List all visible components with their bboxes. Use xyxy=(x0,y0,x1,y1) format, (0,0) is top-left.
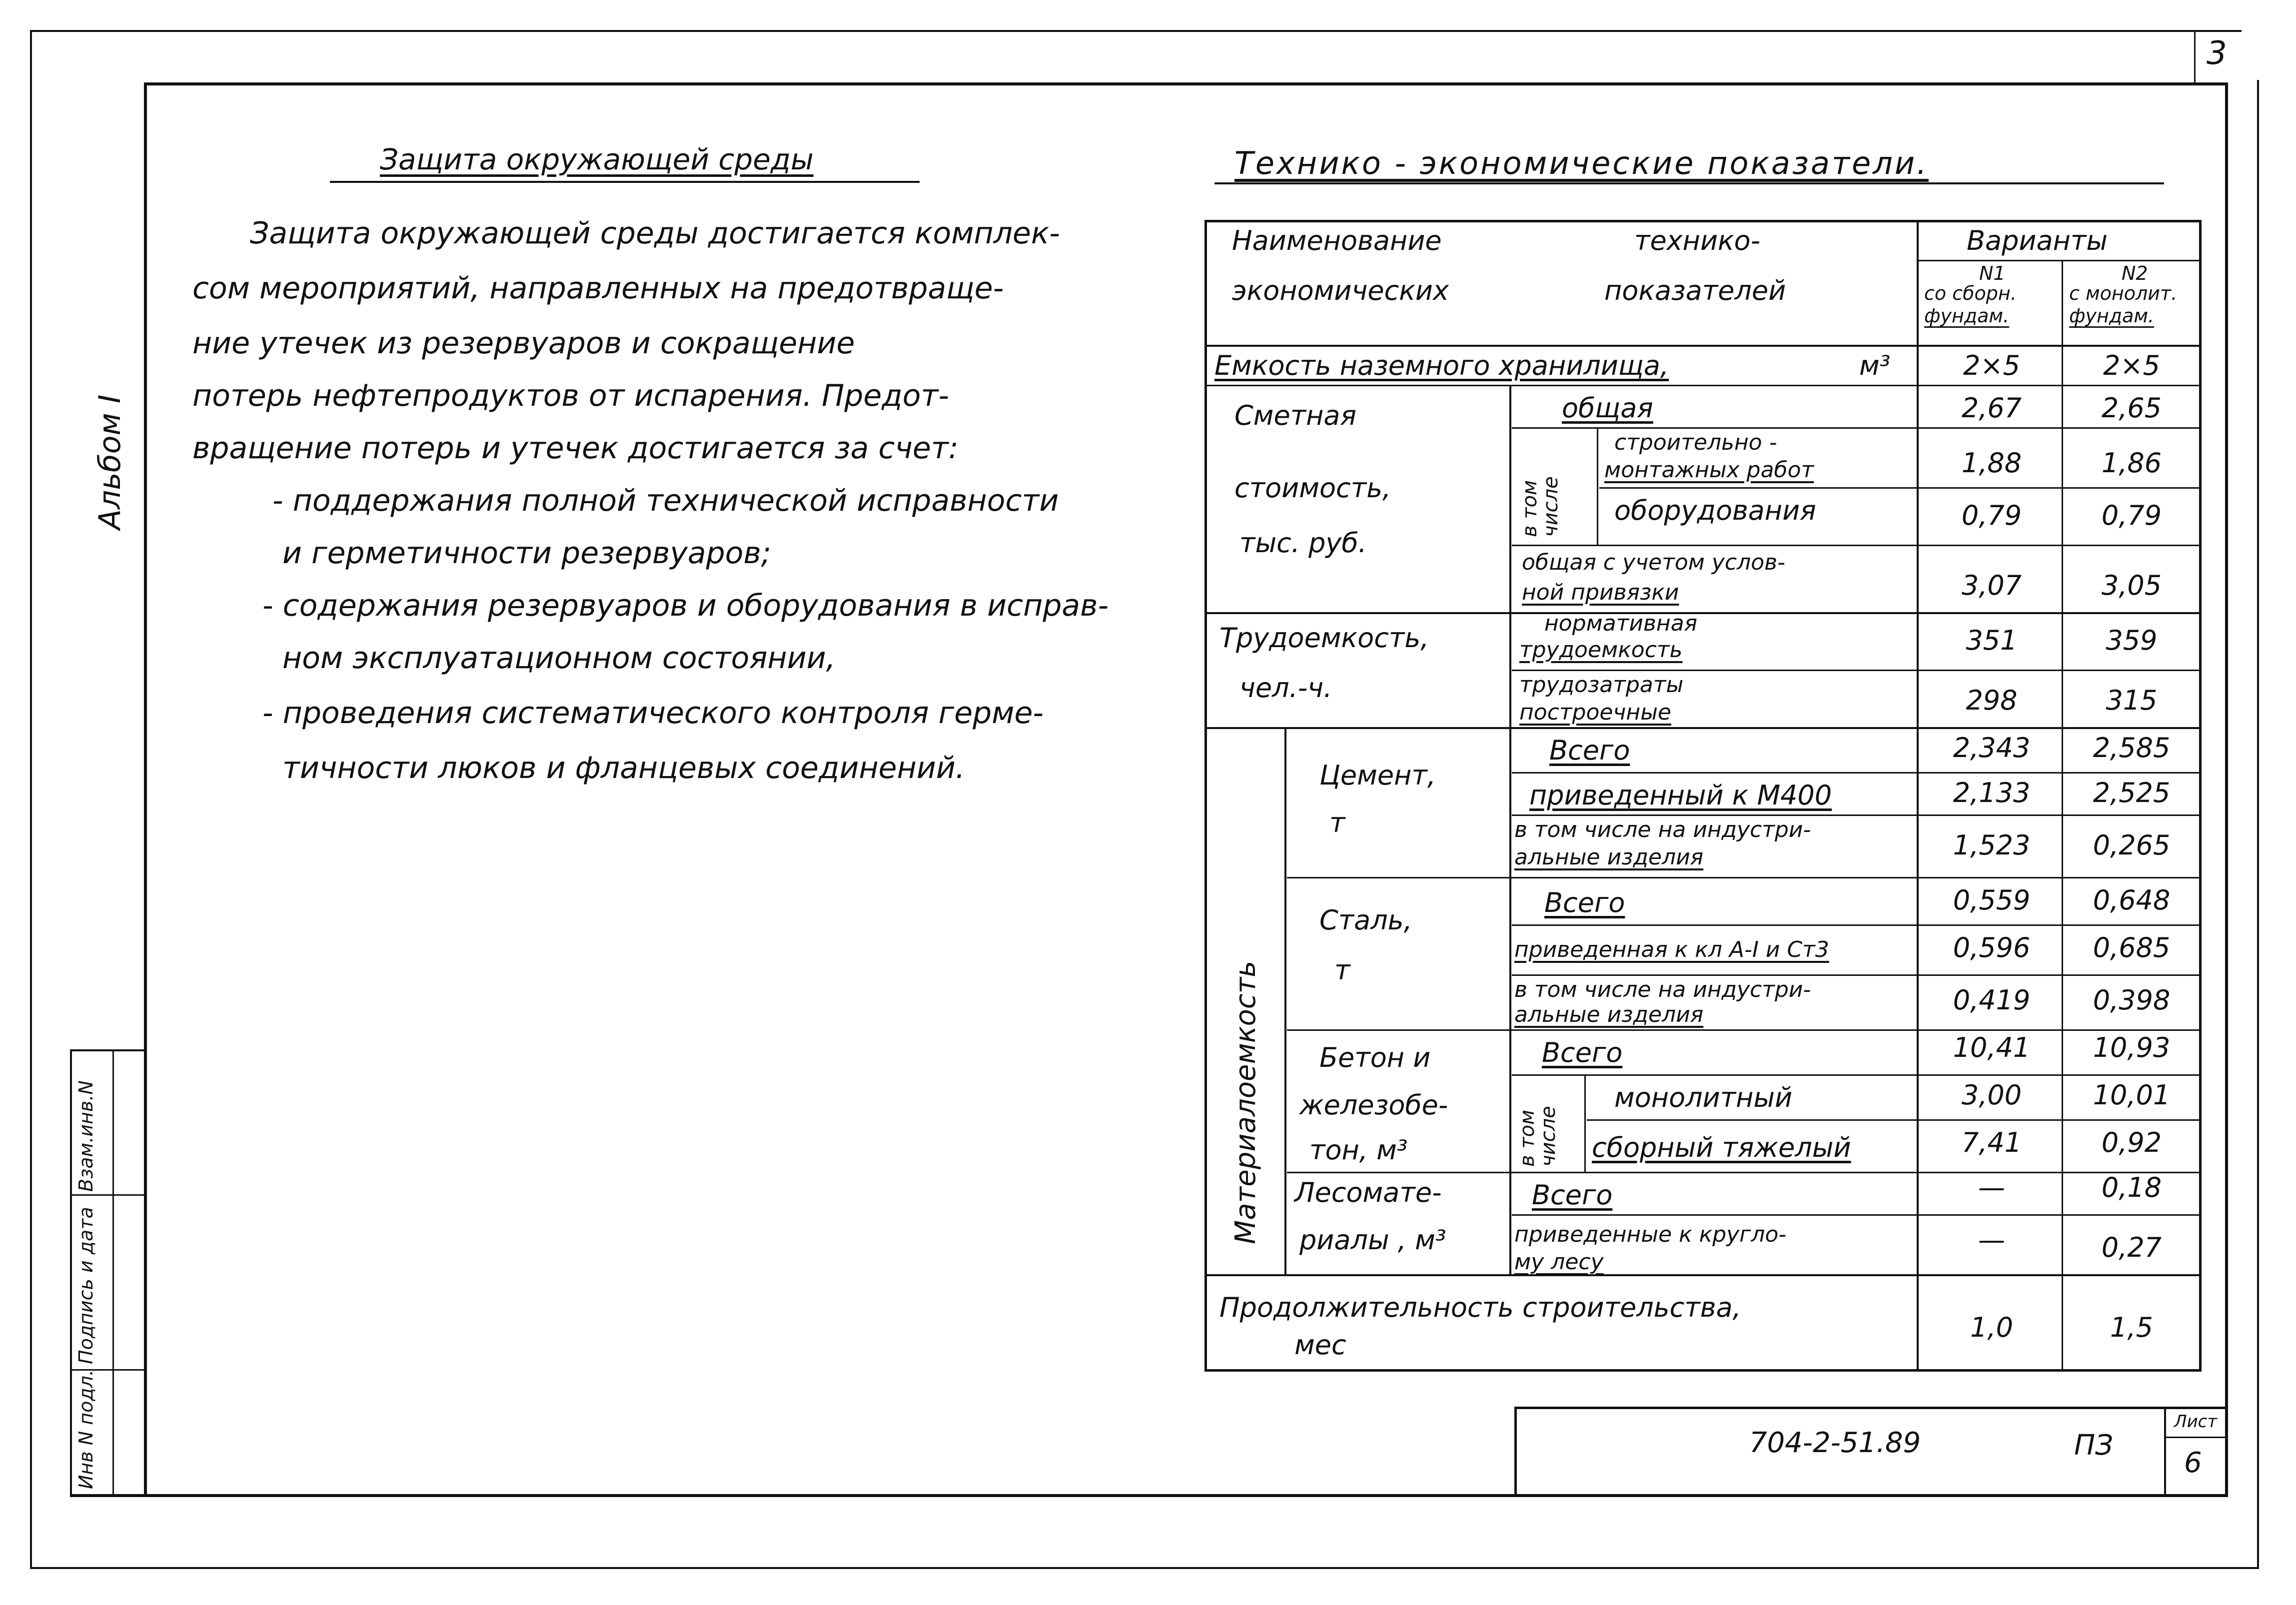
duration-v1: 1,0 xyxy=(1970,1312,2013,1343)
concrete-total-label: Всего xyxy=(1542,1037,1623,1068)
concrete-mono-label: монолитный xyxy=(1614,1082,1793,1113)
timber-round-v1: — xyxy=(1978,1224,2005,1256)
stamp-sign-label: Подпись и дата xyxy=(75,1207,97,1364)
cement-m400-v1: 2,133 xyxy=(1953,777,2031,808)
cost-equip-v1: 0,79 xyxy=(1961,500,2022,531)
header-name-line1b: технико- xyxy=(1634,225,1761,256)
env-paragraph-line: Защита окружающей среды достигается комплек- xyxy=(250,216,1060,251)
duration-v2: 1,5 xyxy=(2110,1312,2153,1343)
env-paragraph-line: сом мероприятий, направленных на предотвраще- xyxy=(192,271,1004,306)
capacity-v1: 2×5 xyxy=(1963,350,2020,381)
labor-norm-l1: нормативная xyxy=(1544,611,1698,636)
cement-ind-v2: 0,265 xyxy=(2093,829,2171,861)
doc-section: ПЗ xyxy=(2074,1429,2114,1462)
labor-group-l1: Трудоемкость, xyxy=(1219,622,1429,654)
concrete-total-v2: 10,93 xyxy=(2093,1032,2171,1063)
cost-total-v1: 2,67 xyxy=(1961,392,2022,424)
cost-cond-l1: общая с учетом услов- xyxy=(1522,550,1786,575)
tep-title: Технико - экономические показатели. xyxy=(1234,145,1929,181)
cement-m400-label: приведенный к М400 xyxy=(1529,780,1832,811)
steel-total-v1: 0,559 xyxy=(1953,884,2031,916)
cost-equip-v2: 0,79 xyxy=(2101,500,2162,531)
cost-smr-l1: строительно - xyxy=(1614,430,1777,455)
header-v2-l2: с монолит. xyxy=(2069,282,2178,304)
concrete-mono-v2: 10,01 xyxy=(2093,1079,2171,1111)
capacity-label: Емкость наземного хранилища, xyxy=(1214,350,1669,381)
cost-smr-v1: 1,88 xyxy=(1961,447,2022,479)
inner-frame-top xyxy=(144,82,2228,85)
cost-total-label: общая xyxy=(1562,392,1653,424)
env-bullet-line: тичности люков и фланцевых соединений. xyxy=(282,751,965,786)
labor-site-v1: 298 xyxy=(1966,685,2018,716)
outer-frame-left xyxy=(30,30,32,1569)
env-paragraph-line: вращение потерь и утечек достигается за счет: xyxy=(192,431,959,466)
cost-group-l2: стоимость, xyxy=(1234,472,1391,504)
cost-cond-v1: 3,07 xyxy=(1961,570,2022,601)
outer-frame-right xyxy=(2257,80,2259,1569)
env-bullet-line: и герметичности резервуаров; xyxy=(282,536,772,571)
cost-group-l3: тыс. руб. xyxy=(1239,527,1367,559)
labor-norm-v1: 351 xyxy=(1966,625,2018,656)
steel-ind-v1: 0,419 xyxy=(1953,984,2031,1016)
duration-l2: мес xyxy=(1294,1329,1346,1361)
cement-ind-l2: альные изделия xyxy=(1514,844,1704,870)
steel-ind-v2: 0,398 xyxy=(2093,984,2171,1016)
album-label: Альбом I xyxy=(92,394,127,530)
duration-l1: Продолжительность строительства, xyxy=(1219,1292,1741,1323)
cost-total-v2: 2,65 xyxy=(2101,392,2162,424)
steel-label-l2: т xyxy=(1334,954,1350,986)
header-name-line2: экономических xyxy=(1232,275,1449,306)
timber-total-v1: — xyxy=(1978,1172,2005,1203)
steel-red-label: приведенная к кл А-I и Ст3 xyxy=(1514,937,1829,962)
cement-total-v1: 2,343 xyxy=(1953,732,2031,764)
timber-round-l2: му лесу xyxy=(1514,1249,1604,1275)
cost-cond-l2: ной привязки xyxy=(1522,580,1679,605)
concrete-label-l1: Бетон и xyxy=(1319,1042,1431,1073)
cement-label-l1: Цемент, xyxy=(1319,760,1436,791)
steel-label-l1: Сталь, xyxy=(1319,904,1412,936)
labor-site-v2: 315 xyxy=(2106,685,2158,716)
labor-site-l1: трудозатраты xyxy=(1519,672,1684,698)
stamp-inv-label: Инв N подл. xyxy=(75,1370,97,1489)
labor-norm-l2: трудоемкость xyxy=(1519,637,1683,663)
inner-frame-right xyxy=(2225,82,2228,1497)
doc-code: 704-2-51.89 xyxy=(1749,1427,1921,1459)
stamp-replace-label: Взам.инв.N xyxy=(75,1080,97,1192)
labor-norm-v2: 359 xyxy=(2106,625,2158,656)
cost-smr-l2: монтажных работ xyxy=(1604,457,1814,483)
concrete-prefab-v1: 7,41 xyxy=(1961,1127,2022,1158)
env-bullet-line: ном эксплуатационном состоянии, xyxy=(282,641,836,676)
cost-smr-v2: 1,86 xyxy=(2101,447,2162,479)
steel-red-v1: 0,596 xyxy=(1953,932,2031,963)
sheet-number: 6 xyxy=(2184,1447,2202,1479)
cement-label-l2: т xyxy=(1329,807,1345,838)
header-v1-l2: со сборн. xyxy=(1924,282,2017,304)
cement-ind-l1: в том числе на индустри- xyxy=(1514,817,1811,842)
header-v1-l3: фундам. xyxy=(1924,305,2010,327)
concrete-label-l2: железобе- xyxy=(1299,1089,1448,1121)
inner-frame-bottom xyxy=(70,1494,2228,1497)
timber-label-l2: риалы , м³ xyxy=(1299,1224,1446,1256)
env-paragraph-line: потерь нефтепродуктов от испарения. Предот- xyxy=(192,378,950,413)
labor-group-l2: чел.-ч. xyxy=(1239,672,1332,704)
labor-site-l2: построечные xyxy=(1519,700,1672,725)
cost-equip-label: оборудования xyxy=(1614,495,1816,526)
cement-total-label: Всего xyxy=(1549,735,1630,766)
env-title: Защита окружающей среды xyxy=(380,142,814,176)
header-variants: Варианты xyxy=(1967,225,2108,256)
timber-total-label: Всего xyxy=(1532,1179,1613,1211)
sheet-label: Лист xyxy=(2174,1412,2218,1432)
capacity-v2: 2×5 xyxy=(2103,350,2160,381)
capacity-unit: м³ xyxy=(1859,350,1891,381)
header-name-line1: Наименование xyxy=(1232,225,1442,256)
steel-total-v2: 0,648 xyxy=(2093,884,2171,916)
cement-m400-v2: 2,525 xyxy=(2093,777,2171,808)
env-bullet-line: - поддержания полной технической исправности xyxy=(272,483,1059,518)
header-v2-l3: фундам. xyxy=(2069,305,2155,327)
concrete-incl-label: в том числе xyxy=(1516,1106,1560,1167)
env-bullet-line: - проведения систематического контроля герме- xyxy=(262,696,1044,731)
steel-red-v2: 0,685 xyxy=(2093,932,2171,963)
cement-total-v2: 2,585 xyxy=(2093,732,2171,764)
inner-frame-left xyxy=(144,82,147,1497)
steel-ind-l1: в том числе на индустри- xyxy=(1514,977,1811,1002)
cost-group-l1: Сметная xyxy=(1234,400,1357,431)
cost-cond-v2: 3,05 xyxy=(2101,570,2162,601)
materials-group-label: Материалоемкость xyxy=(1229,960,1262,1244)
cost-incl-label: в том числе xyxy=(1518,476,1562,537)
concrete-prefab-v2: 0,92 xyxy=(2101,1127,2162,1158)
outer-frame-top xyxy=(30,30,2242,32)
timber-round-l1: приведенные к кругло- xyxy=(1514,1222,1787,1247)
steel-ind-l2: альные изделия xyxy=(1514,1002,1704,1027)
env-bullet-line: - содержания резервуаров и оборудования в исправ- xyxy=(262,588,1109,623)
concrete-mono-v1: 3,00 xyxy=(1961,1079,2022,1111)
env-paragraph-line: ние утечек из резервуаров и сокращение xyxy=(192,326,855,361)
concrete-prefab-label: сборный тяжелый xyxy=(1592,1132,1851,1163)
concrete-total-v1: 10,41 xyxy=(1953,1032,2031,1063)
concrete-label-l3: тон, м³ xyxy=(1309,1134,1408,1166)
timber-label-l1: Лесомате- xyxy=(1294,1177,1442,1208)
steel-total-label: Всего xyxy=(1544,887,1625,918)
outer-frame-bottom xyxy=(30,1567,2259,1569)
cement-ind-v1: 1,523 xyxy=(1953,829,2031,861)
header-v1-n: N1 xyxy=(1979,262,2006,284)
header-v2-n: N2 xyxy=(2122,262,2148,284)
timber-total-v2: 0,18 xyxy=(2101,1172,2162,1203)
corner-sheet-number: 3 xyxy=(2207,35,2227,72)
header-name-line2b: показателей xyxy=(1604,275,1786,306)
timber-round-v2: 0,27 xyxy=(2101,1232,2162,1263)
